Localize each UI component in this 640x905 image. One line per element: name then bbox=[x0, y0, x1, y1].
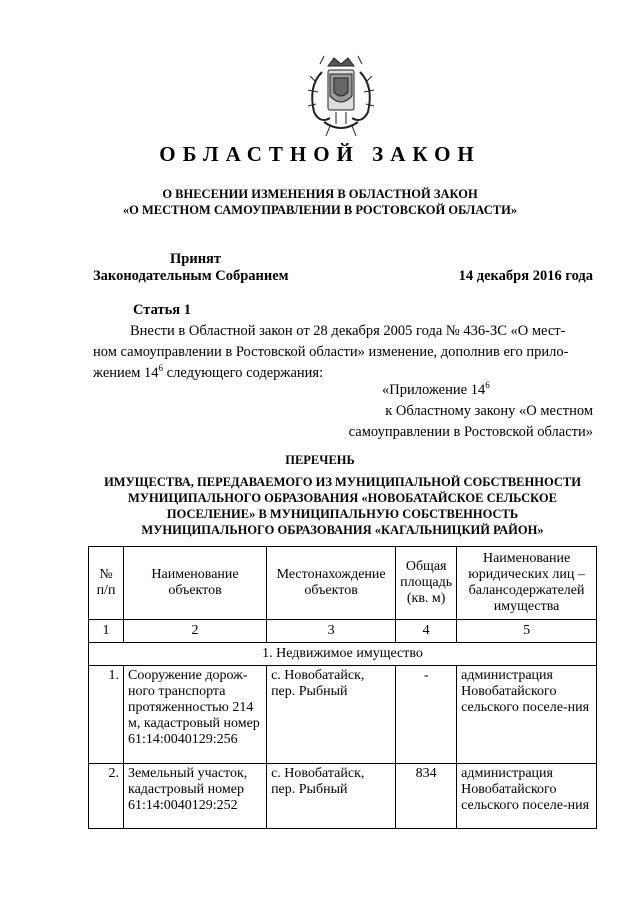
appendix-title bbox=[310, 380, 593, 401]
coat-of-arms-emblem bbox=[300, 52, 382, 142]
column-number-row bbox=[89, 620, 597, 643]
article-line-part: следующего содержания: bbox=[163, 365, 324, 381]
row-location: с. Новобатайск, пер. Рыбный bbox=[267, 764, 396, 829]
header-cell-area: Общая площадь (кв. м) bbox=[396, 547, 457, 620]
article-title: Статья 1 bbox=[133, 302, 191, 318]
heading-line: МУНИЦИПАЛЬНОГО ОБРАЗОВАНИЯ «НОВОБАТАЙСКОЕ СЕЛЬСКОЕ bbox=[128, 491, 557, 505]
appendix-header bbox=[310, 380, 593, 443]
property-table bbox=[88, 546, 597, 829]
column-number: 5 bbox=[457, 620, 597, 643]
appendix-line: к Областному закону «О местном bbox=[385, 403, 593, 419]
column-number: 3 bbox=[267, 620, 396, 643]
column-number: 2 bbox=[124, 620, 267, 643]
table-row bbox=[89, 764, 597, 829]
row-area: 834 bbox=[396, 764, 457, 829]
header-cell-number: № п/п bbox=[89, 547, 124, 620]
superscript: 6 bbox=[158, 363, 164, 374]
article-line: ном самоуправлении в Ростовской области» изменение, дополнив его прило- bbox=[93, 344, 569, 360]
superscript: 6 bbox=[485, 380, 490, 391]
section-row bbox=[89, 643, 597, 666]
adopted-label: Принят bbox=[170, 251, 222, 267]
heading-line: ИМУЩЕСТВА, ПЕРЕДАВАЕМОГО ИЗ МУНИЦИПАЛЬНОЙ СОБСТВЕННОСТИ bbox=[104, 475, 581, 489]
table-row bbox=[89, 666, 597, 764]
law-title: ОБЛАСТНОЙ ЗАКОН bbox=[159, 142, 481, 166]
row-number: 2. bbox=[89, 764, 124, 829]
list-heading bbox=[80, 474, 605, 538]
article-line: Внести в Областной закон от 28 декабря 2005 года № 436-ЗС «О мест- bbox=[130, 323, 566, 339]
law-subtitle bbox=[0, 186, 640, 218]
row-object-name: Сооружение дорож-ного транспорта протяженностью 214 м, кадастровый номер 61:14:0040129:256 bbox=[124, 666, 267, 764]
adopted-by: Законодательным Собранием bbox=[93, 268, 289, 284]
subtitle-line: О ВНЕСЕНИИ ИЗМЕНЕНИЯ В ОБЛАСТНОЙ ЗАКОН bbox=[162, 187, 478, 201]
column-number: 1 bbox=[89, 620, 124, 643]
row-area: - bbox=[396, 666, 457, 764]
section-title: 1. Недвижимое имущество bbox=[89, 643, 597, 666]
article-text bbox=[93, 321, 593, 384]
row-object-name: Земельный участок, кадастровый номер 61:14:0040129:252 bbox=[124, 764, 267, 829]
appendix-title-text: «Приложение 14 bbox=[382, 382, 486, 398]
table-header-row bbox=[89, 547, 597, 620]
row-location: с. Новобатайск, пер. Рыбный bbox=[267, 666, 396, 764]
column-number: 4 bbox=[396, 620, 457, 643]
list-title: ПЕРЕЧЕНЬ bbox=[285, 453, 355, 467]
row-holder: администрация Новобатайского сельского поселе-ния bbox=[457, 764, 597, 829]
header-cell-name: Наименование объектов bbox=[124, 547, 267, 620]
adopted-date: 14 декабря 2016 года bbox=[458, 268, 593, 284]
appendix-line: самоуправлении в Ростовской области» bbox=[348, 424, 593, 440]
header-cell-holder: Наименование юридических лиц – балансодержателей имущества bbox=[457, 547, 597, 620]
header-cell-location: Местонахождение объектов bbox=[267, 547, 396, 620]
heading-line: ПОСЕЛЕНИЕ» В МУНИЦИПАЛЬНУЮ СОБСТВЕННОСТЬ bbox=[166, 507, 519, 521]
row-holder: администрация Новобатайского сельского поселе-ния bbox=[457, 666, 597, 764]
subtitle-line: «О МЕСТНОМ САМОУПРАВЛЕНИИ В РОСТОВСКОЙ ОБЛАСТИ» bbox=[122, 203, 518, 217]
article-line-part: жением 14 bbox=[93, 365, 159, 381]
row-number: 1. bbox=[89, 666, 124, 764]
heading-line: МУНИЦИПАЛЬНОГО ОБРАЗОВАНИЯ «КАГАЛЬНИЦКИЙ РАЙОН» bbox=[141, 523, 544, 537]
